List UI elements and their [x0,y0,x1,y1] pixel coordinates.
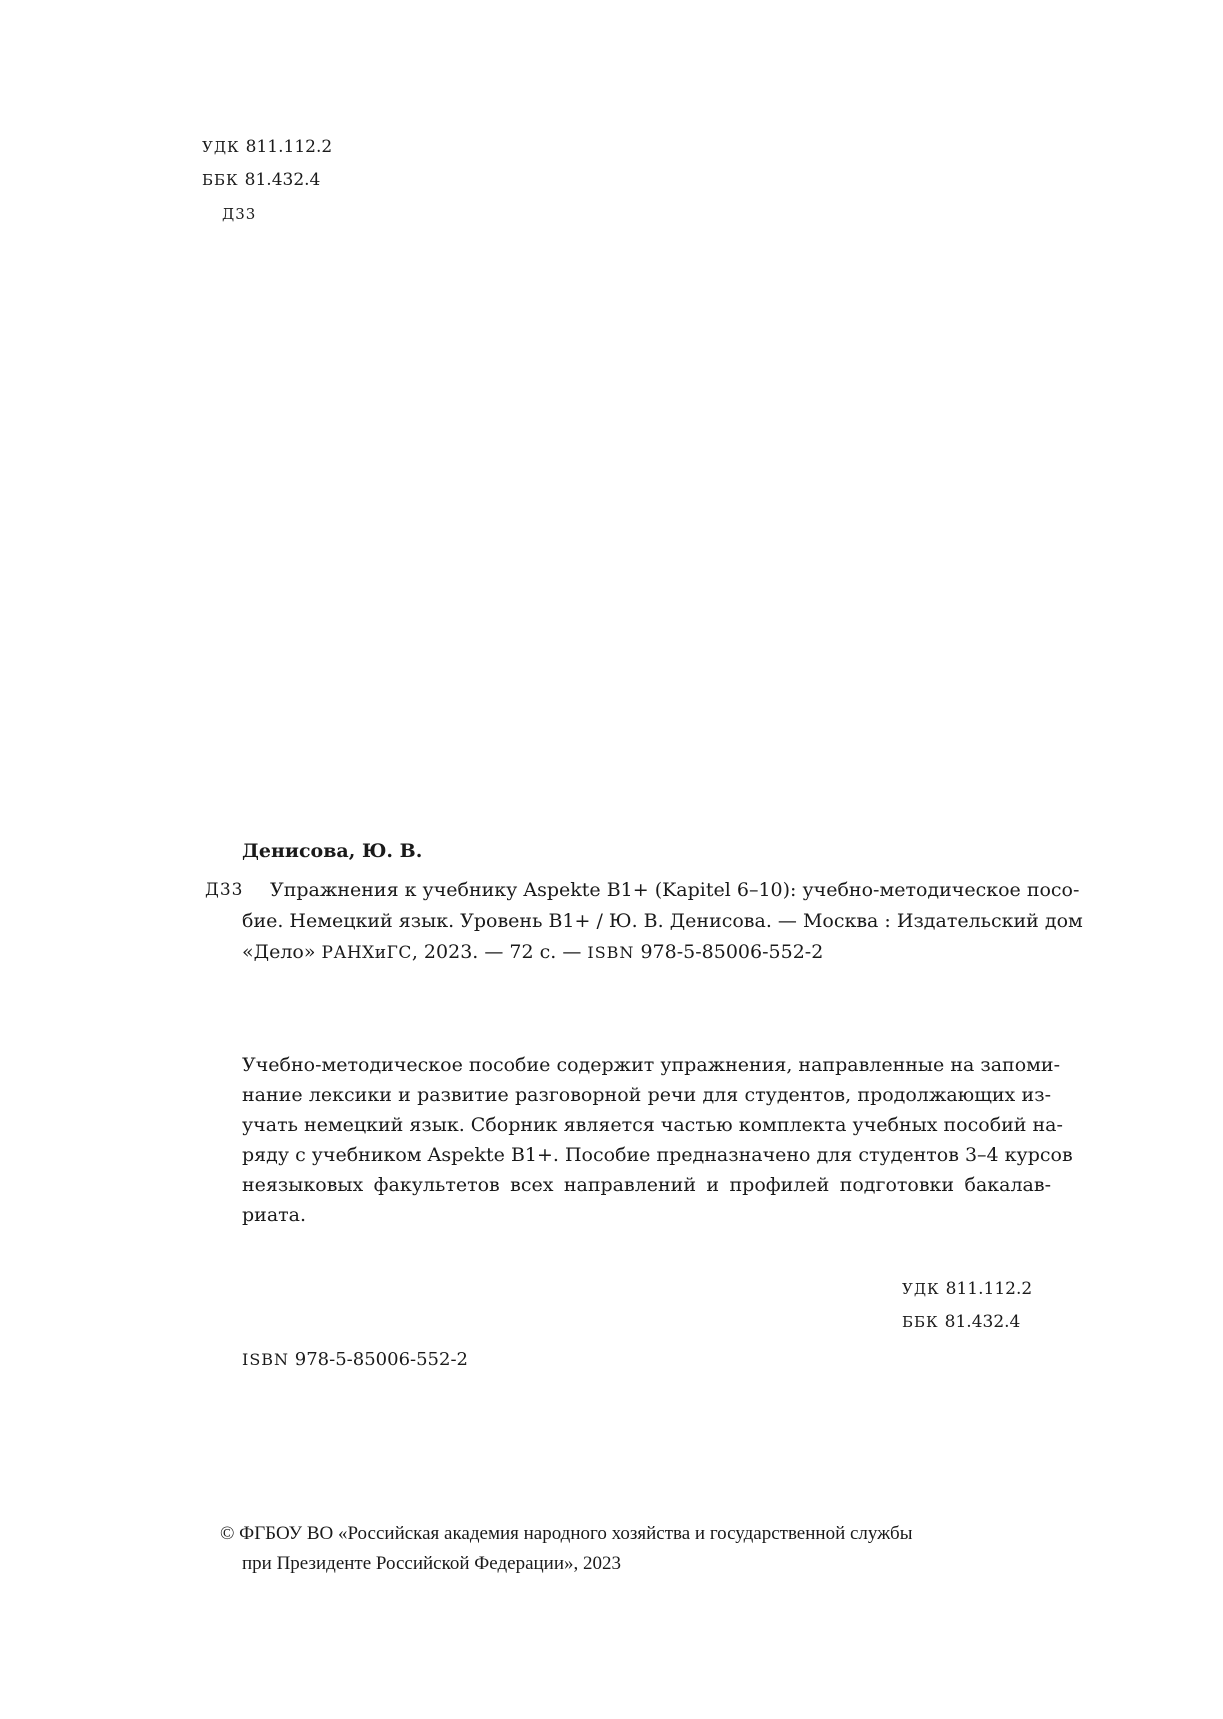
abstract-line-4: ряду с учебником Aspekte B1+. Пособие предназначено для студентов 3–4 курсов [242,1144,1073,1166]
bib-line-1: Упражнения к учебнику Aspekte B1+ (Kapitel 6–10): учебно-методическое посо- [270,879,1080,901]
author-mark: Д33 [205,880,244,900]
bbk-code-top [202,170,320,190]
bib-line-3 [242,940,1051,965]
udk-label-bottom: УДК [902,1280,940,1298]
bib-year-pages: , 2023. — 72 с. — [411,941,588,963]
udk-code-bottom [902,1279,1032,1299]
bib-org: РАНХиГС [321,943,412,963]
bbk-label-bottom: ББК [902,1313,939,1331]
copyright-line-1: © ФГБОУ ВО «Российская академия народного хозяйства и государственной службы [220,1523,913,1544]
isbn-label: ISBN [242,1350,290,1369]
abstract-line-1: Учебно-методическое пособие содержит упражнения, направленные на запоми- [242,1054,1061,1076]
copyright-line-2: при Президенте Российской Федерации», 2023 [242,1553,622,1574]
isbn-value: 978-5-85006-552-2 [294,1349,468,1370]
udk-code-top [202,137,332,157]
author-name: Денисова, Ю. В. [242,840,423,862]
bbk-value: 81.432.4 [244,170,321,190]
abstract-line-5: неязыковых факультетов всех направлений и профилей подготовки бакалав- [242,1174,1051,1196]
bbk-code-bottom [902,1312,1020,1332]
bib-line-2: бие. Немецкий язык. Уровень B1+ / Ю. В. Денисова. — Москва : Издательский дом [242,910,1083,932]
udk-value-bottom: 811.112.2 [945,1279,1033,1299]
abstract-line-3: учать немецкий язык. Сборник является частью комплекта учебных пособий на- [242,1114,1063,1136]
udk-value: 811.112.2 [245,137,333,157]
bib-publisher: «Дело» [242,941,322,963]
bib-isbn-value: 978-5-85006-552-2 [634,941,824,963]
abstract-line-2: нание лексики и развитие разговорной речи для студентов, продолжающих из- [242,1084,1051,1106]
bbk-label: ББК [202,171,239,189]
abstract-line-6: риата. [242,1204,307,1226]
udk-label: УДК [202,138,240,156]
bib-isbn-label: ISBN [587,943,635,962]
author-mark-top: Д33 [222,205,257,223]
isbn [242,1349,468,1370]
bbk-value-bottom: 81.432.4 [944,1312,1021,1332]
